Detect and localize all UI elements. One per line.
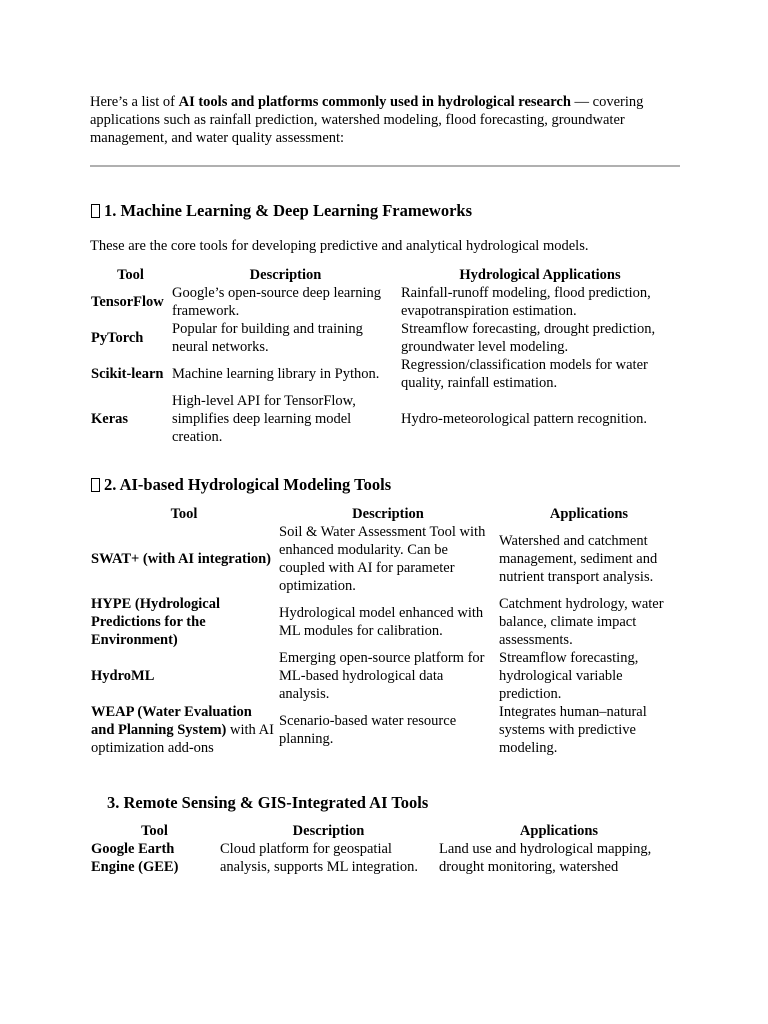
column-header-tool: Tool xyxy=(170,505,198,522)
section-3-heading xyxy=(90,793,680,813)
column-header-applications: Applications xyxy=(519,822,599,839)
table-row xyxy=(90,392,680,446)
tool-description: Emerging open-source platform for ML-based hydrological data analysis. xyxy=(279,650,485,702)
tool-name: Google Earth Engine (GEE) xyxy=(91,841,179,875)
tool-description: Popular for building and training neural networks. xyxy=(172,321,363,355)
column-header-tool: Tool xyxy=(141,822,168,839)
horizontal-rule xyxy=(90,165,680,167)
column-header-description: Description xyxy=(352,505,424,522)
tool-description: Cloud platform for geospatial analysis, supports ML integration. xyxy=(220,841,419,875)
tool-name: Scikit-learn xyxy=(91,366,164,382)
section-2-heading-text: 2. AI-based Hydrological Modeling Tools xyxy=(104,475,392,494)
tool-name: HYPE (Hydrological Predictions for the Environment) xyxy=(91,596,221,648)
table-row xyxy=(90,595,680,649)
tool-description: High-level API for TensorFlow, simplifies deep learning model creation. xyxy=(172,393,356,445)
intro-paragraph xyxy=(90,93,680,147)
table-header-row xyxy=(90,821,680,840)
intro-suffix: — covering applications such as rainfall prediction, watershed modeling, flood forecasting, groundwater management, and water quality assessment: xyxy=(90,94,644,146)
table-header-row xyxy=(90,265,680,284)
remote-sensing-table xyxy=(90,821,680,876)
tool-description: Hydrological model enhanced with ML modules for calibration. xyxy=(279,605,484,639)
tool-name: Keras xyxy=(91,411,129,427)
tool-applications: Watershed and catchment management, sediment and nutrient transport analysis. xyxy=(499,533,658,585)
section-1-heading-text: 1. Machine Learning & Deep Learning Frameworks xyxy=(104,201,473,220)
tool-name-cell xyxy=(90,703,278,757)
tool-applications: Hydro-meteorological pattern recognition. xyxy=(401,411,648,427)
tool-applications: Land use and hydrological mapping, drought monitoring, watershed xyxy=(439,841,652,875)
table-row xyxy=(90,320,680,356)
tool-applications: Streamflow forecasting, drought prediction, groundwater level modeling. xyxy=(401,321,656,355)
column-header-tool: Tool xyxy=(117,266,144,283)
table-row xyxy=(90,356,680,392)
section-3-heading-text: 3. Remote Sensing & GIS-Integrated AI Tools xyxy=(107,793,429,812)
tool-name-cell xyxy=(90,649,278,703)
blank-glyph-icon xyxy=(90,796,104,810)
tool-applications: Streamflow forecasting, hydrological variable prediction. xyxy=(499,650,639,702)
tool-name: PyTorch xyxy=(91,330,144,346)
tool-applications: Rainfall-runoff modeling, flood prediction, evapotranspiration estimation. xyxy=(401,285,651,319)
document-page xyxy=(90,93,680,876)
ml-frameworks-table xyxy=(90,265,680,446)
column-header-description: Description xyxy=(249,266,322,283)
table-row xyxy=(90,703,680,757)
column-header-applications: Hydrological Applications xyxy=(459,266,621,283)
tool-applications: Integrates human–natural systems with predictive modeling. xyxy=(499,704,647,756)
tool-applications: Catchment hydrology, water balance, climate impact assessments. xyxy=(499,596,664,648)
tool-description: Scenario-based water resource planning. xyxy=(279,713,457,747)
tool-name-extra: with AI optimization add-ons xyxy=(91,722,274,756)
section-1-lead: These are the core tools for developing predictive and analytical hydrological models. xyxy=(90,238,589,254)
column-header-applications: Applications xyxy=(549,505,629,522)
tool-name: TensorFlow xyxy=(91,294,164,310)
tool-description: Soil & Water Assessment Tool with enhanced modularity. Can be coupled with AI for parameter optimization. xyxy=(279,524,486,594)
column-header-description: Description xyxy=(292,822,365,839)
tool-name: HydroML xyxy=(91,668,155,684)
tool-description: Machine learning library in Python. xyxy=(172,366,380,382)
tool-name: WEAP (Water Evaluation and Planning System) xyxy=(91,704,252,738)
missing-glyph-icon xyxy=(91,204,100,218)
tool-description: Google’s open-source deep learning framework. xyxy=(172,285,381,319)
tool-name-cell xyxy=(90,595,278,649)
tool-name: SWAT+ (with AI integration) xyxy=(91,551,271,567)
table-header-row xyxy=(90,504,680,523)
table-row xyxy=(90,840,680,876)
intro-bold-phrase: AI tools and platforms commonly used in hydrological research xyxy=(178,94,571,110)
table-row xyxy=(90,284,680,320)
intro-prefix: Here’s a list of xyxy=(90,94,179,110)
table-row xyxy=(90,523,680,595)
section-2-heading xyxy=(90,475,680,495)
section-1-heading xyxy=(90,201,680,221)
tool-applications: Regression/classification models for water quality, rainfall estimation. xyxy=(401,357,648,391)
table-row xyxy=(90,649,680,703)
tool-name-cell xyxy=(90,523,278,595)
missing-glyph-icon xyxy=(91,478,100,492)
hydrological-modeling-table xyxy=(90,504,680,757)
